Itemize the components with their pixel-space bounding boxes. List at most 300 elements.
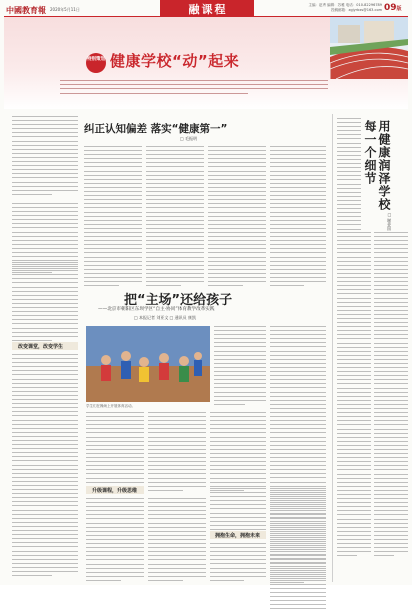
text-line	[210, 572, 266, 573]
text-line	[86, 543, 144, 544]
text-line	[337, 555, 357, 556]
article-2-byline: □ 谢金国	[387, 212, 392, 231]
text-line	[12, 358, 78, 359]
section-title: 融课程	[188, 3, 228, 16]
text-line	[12, 116, 78, 117]
text-line	[12, 374, 78, 375]
text-line	[208, 216, 266, 217]
text-line	[337, 122, 361, 123]
text-line	[210, 517, 266, 518]
text-line	[374, 265, 408, 266]
text-line	[337, 248, 371, 249]
text-line	[337, 302, 371, 303]
text-line	[210, 473, 266, 474]
text-line	[12, 182, 78, 183]
text-line	[337, 539, 371, 540]
text-line	[146, 162, 204, 163]
text-line	[270, 545, 326, 546]
text-line	[148, 465, 206, 466]
text-line	[210, 424, 266, 425]
text-line	[337, 138, 361, 139]
text-line	[337, 167, 361, 168]
text-line	[270, 346, 326, 347]
text-line	[148, 498, 206, 499]
text-line	[337, 277, 371, 278]
text-line	[214, 400, 266, 401]
text-line	[208, 187, 266, 188]
text-line	[374, 306, 408, 307]
text-line	[84, 269, 142, 270]
text-line	[86, 551, 144, 552]
text-line	[84, 212, 142, 213]
text-line	[208, 199, 266, 200]
text-line	[12, 303, 78, 304]
text-line	[270, 273, 326, 274]
text-line	[214, 355, 266, 356]
text-line	[374, 351, 408, 352]
article-3-col-right-of-photo	[214, 326, 266, 408]
text-line	[84, 285, 119, 286]
text-line	[210, 457, 266, 458]
text-line	[270, 396, 326, 397]
text-line	[84, 175, 142, 176]
text-line	[12, 157, 78, 158]
text-line	[12, 448, 78, 449]
text-line	[208, 195, 266, 196]
text-line	[374, 359, 408, 360]
text-line	[146, 236, 204, 237]
text-line	[214, 351, 266, 352]
text-line	[12, 366, 78, 367]
text-line	[270, 371, 326, 372]
text-line	[12, 424, 78, 425]
text-line	[86, 428, 144, 429]
text-line	[374, 334, 408, 335]
text-line	[12, 489, 78, 490]
text-line	[337, 306, 371, 307]
text-line	[12, 332, 78, 333]
text-line	[337, 498, 371, 499]
text-line	[146, 240, 204, 241]
text-line	[86, 572, 144, 573]
text-line	[208, 166, 266, 167]
text-line	[374, 355, 408, 356]
text-line	[86, 441, 144, 442]
text-line	[270, 517, 326, 518]
text-line	[270, 600, 326, 601]
text-line	[270, 513, 326, 514]
text-line	[214, 346, 266, 347]
text-line	[270, 232, 326, 233]
text-line	[214, 334, 266, 335]
text-line	[337, 510, 371, 511]
text-line	[374, 514, 408, 515]
text-line	[337, 523, 371, 524]
text-line	[374, 424, 408, 425]
text-line	[12, 282, 78, 283]
text-line	[12, 575, 52, 576]
text-line	[270, 437, 326, 438]
article-3-byline: □ 本报记者 刘亚文 □ 通讯员 康凯	[134, 315, 196, 320]
text-line	[208, 212, 266, 213]
text-line	[60, 88, 328, 89]
text-line	[337, 143, 361, 144]
text-line	[270, 449, 326, 450]
text-line	[270, 154, 326, 155]
text-line	[86, 559, 144, 560]
text-line	[148, 412, 206, 413]
text-line	[270, 588, 326, 589]
text-line	[148, 568, 206, 569]
text-line	[12, 307, 78, 308]
text-line	[12, 240, 78, 241]
text-line	[214, 363, 266, 364]
text-line	[374, 383, 408, 384]
text-line	[374, 490, 408, 491]
text-line	[12, 319, 78, 320]
text-line	[12, 256, 78, 257]
text-line	[270, 604, 326, 605]
text-line	[146, 150, 204, 151]
text-line	[337, 486, 371, 487]
text-line	[374, 379, 408, 380]
text-line	[146, 171, 204, 172]
text-line	[270, 570, 326, 571]
text-line	[12, 165, 78, 166]
text-line	[374, 551, 408, 552]
text-line	[12, 559, 78, 560]
text-line	[270, 521, 326, 522]
text-line	[270, 554, 326, 555]
text-line	[374, 232, 408, 233]
text-line	[270, 351, 326, 352]
text-line	[337, 388, 371, 389]
text-line	[374, 469, 408, 470]
text-line	[337, 126, 361, 127]
text-line	[270, 375, 326, 376]
text-line	[12, 194, 52, 195]
text-line	[374, 482, 408, 483]
text-line	[146, 277, 204, 278]
text-line	[12, 215, 78, 216]
text-line	[208, 232, 266, 233]
text-line	[270, 183, 326, 184]
article-3-photo	[86, 326, 210, 402]
text-line	[270, 416, 326, 417]
text-line	[210, 576, 266, 577]
text-line	[374, 555, 394, 556]
text-line	[208, 175, 266, 176]
text-line	[208, 158, 266, 159]
text-line	[337, 347, 371, 348]
text-line	[84, 261, 142, 262]
text-line	[374, 543, 408, 544]
text-line	[86, 420, 144, 421]
text-line	[374, 392, 408, 393]
text-line	[146, 269, 204, 270]
text-line	[86, 576, 144, 577]
text-line	[270, 457, 326, 458]
editor-line: 主编：赵秀 编辑：苏雅 电话：010-82296789	[308, 3, 382, 7]
text-line	[270, 150, 326, 151]
text-line	[148, 473, 206, 474]
text-line	[214, 338, 266, 339]
text-line	[12, 493, 78, 494]
text-line	[84, 244, 142, 245]
text-line	[270, 428, 326, 429]
text-line	[12, 530, 78, 531]
text-line	[210, 559, 266, 560]
students-photo	[86, 326, 210, 402]
text-line	[86, 453, 144, 454]
text-line	[374, 273, 408, 274]
text-line	[337, 240, 371, 241]
text-line	[12, 452, 78, 453]
text-line	[270, 562, 326, 563]
text-line	[12, 173, 78, 174]
text-line	[84, 236, 142, 237]
text-line	[270, 492, 326, 493]
text-line	[84, 158, 142, 159]
text-line	[270, 596, 326, 597]
article-2-col-top	[337, 118, 361, 233]
text-line	[337, 285, 371, 286]
text-line	[12, 153, 78, 154]
text-line	[374, 519, 408, 520]
text-line	[270, 285, 304, 286]
text-line	[337, 232, 371, 233]
text-line	[270, 281, 326, 282]
text-line	[337, 408, 371, 409]
text-line	[84, 203, 142, 204]
text-line	[146, 187, 204, 188]
text-line	[210, 568, 266, 569]
text-line	[337, 192, 361, 193]
text-line	[146, 154, 204, 155]
text-line	[84, 150, 142, 151]
text-line	[146, 285, 181, 286]
text-line	[208, 191, 266, 192]
text-line	[337, 118, 361, 119]
text-line	[208, 261, 266, 262]
text-line	[84, 281, 142, 282]
text-line	[337, 457, 371, 458]
text-line	[374, 523, 408, 524]
text-line	[208, 277, 266, 278]
text-line	[210, 420, 266, 421]
text-line	[12, 510, 78, 511]
text-line	[270, 566, 326, 567]
text-line	[337, 318, 371, 319]
text-line	[270, 171, 326, 172]
text-line	[270, 537, 326, 538]
text-line	[12, 219, 78, 220]
text-line	[12, 522, 78, 523]
text-line	[12, 473, 78, 474]
text-line	[374, 277, 408, 278]
text-line	[12, 387, 78, 388]
text-line	[148, 514, 206, 515]
text-line	[270, 432, 326, 433]
text-line	[148, 445, 206, 446]
text-line	[146, 166, 204, 167]
text-line	[210, 525, 266, 526]
text-line	[12, 465, 78, 466]
text-line	[86, 416, 144, 417]
text-line	[84, 220, 142, 221]
text-line	[12, 501, 78, 502]
text-line	[270, 392, 326, 393]
text-line	[337, 375, 371, 376]
hero-photo	[330, 17, 408, 79]
text-line	[337, 396, 371, 397]
text-line	[374, 449, 408, 450]
text-line	[214, 342, 266, 343]
text-line	[210, 441, 266, 442]
text-line	[86, 473, 144, 474]
page-number-suffix: 版	[396, 6, 402, 12]
text-line	[12, 211, 78, 212]
text-line	[12, 145, 78, 146]
text-line	[270, 216, 326, 217]
text-line	[86, 539, 144, 540]
text-line	[374, 486, 408, 487]
text-line	[84, 252, 142, 253]
text-line	[214, 330, 266, 331]
text-line	[270, 248, 326, 249]
article-3-col-bottom-c-top	[210, 488, 266, 537]
text-line	[270, 265, 326, 266]
text-line	[210, 521, 266, 522]
text-line	[86, 555, 144, 556]
text-line	[374, 437, 408, 438]
text-line	[208, 171, 266, 172]
article-1-col-b	[146, 146, 204, 289]
text-line	[337, 437, 371, 438]
paper-logo: 中國教育報	[6, 5, 46, 15]
text-line	[270, 199, 326, 200]
text-line	[12, 311, 78, 312]
text-line	[208, 257, 266, 258]
text-line	[84, 273, 142, 274]
text-line	[148, 461, 206, 462]
text-line	[214, 404, 245, 405]
text-line	[337, 298, 371, 299]
text-line	[337, 424, 371, 425]
text-line	[146, 248, 204, 249]
text-line	[84, 166, 142, 167]
contact-line: 投稿邮箱：zgjyrbxs@163.com	[331, 8, 382, 12]
text-line	[208, 285, 243, 286]
text-line	[374, 539, 408, 540]
text-line	[270, 257, 326, 258]
text-line	[12, 538, 78, 539]
subhead-1: 改变课堂，改变学生	[18, 344, 64, 350]
text-line	[210, 508, 266, 509]
text-line	[12, 428, 78, 429]
text-line	[12, 469, 78, 470]
text-line	[210, 486, 266, 487]
text-line	[270, 525, 326, 526]
text-line	[270, 261, 326, 262]
text-line	[208, 252, 266, 253]
text-line	[208, 203, 266, 204]
text-line	[12, 223, 78, 224]
column-1-lower	[12, 262, 78, 344]
text-line	[214, 375, 266, 376]
text-line	[374, 318, 408, 319]
text-line	[148, 559, 206, 560]
text-line	[337, 551, 371, 552]
text-line	[337, 281, 371, 282]
text-line	[146, 203, 204, 204]
text-line	[146, 216, 204, 217]
text-line	[270, 252, 326, 253]
text-line	[337, 535, 371, 536]
text-line	[84, 183, 142, 184]
text-line	[86, 510, 144, 511]
text-line	[146, 232, 204, 233]
text-line	[210, 432, 266, 433]
text-line	[12, 407, 78, 408]
text-line	[374, 433, 408, 434]
text-line	[146, 158, 204, 159]
text-line	[374, 510, 408, 511]
text-line	[337, 334, 371, 335]
text-line	[337, 261, 371, 262]
text-line	[374, 396, 408, 397]
text-line	[337, 514, 371, 515]
subhead-2: 升级课程，升级思维	[92, 488, 138, 494]
text-line	[270, 488, 326, 489]
text-line	[337, 216, 361, 217]
text-line	[12, 354, 78, 355]
text-line	[214, 396, 266, 397]
text-line	[337, 155, 361, 156]
text-line	[208, 244, 266, 245]
text-line	[337, 338, 371, 339]
text-line	[146, 207, 204, 208]
text-line	[270, 334, 326, 335]
special-feature-badge: 特别策划	[86, 53, 106, 73]
article-3-col-bottom-b	[148, 498, 206, 584]
text-line	[270, 363, 326, 364]
text-line	[374, 326, 408, 327]
editor-credits	[262, 3, 382, 13]
text-line	[337, 441, 371, 442]
text-line	[12, 481, 78, 482]
text-line	[12, 177, 78, 178]
text-line	[270, 592, 326, 593]
text-line	[84, 216, 142, 217]
text-line	[337, 151, 361, 152]
text-line	[337, 208, 361, 209]
text-line	[12, 534, 78, 535]
text-line	[148, 428, 206, 429]
text-line	[374, 404, 408, 405]
text-line	[270, 424, 326, 425]
text-line	[12, 328, 78, 329]
article-3-subhead: ——北京市朝阳区东坝学区“自主·协同”体育教学改革实践	[98, 307, 215, 312]
text-line	[208, 224, 266, 225]
text-line	[374, 371, 408, 372]
text-line	[86, 449, 144, 450]
article-2-col-a	[337, 232, 371, 560]
text-line	[270, 203, 326, 204]
text-line	[270, 482, 326, 483]
text-line	[374, 289, 408, 290]
text-line	[86, 527, 144, 528]
